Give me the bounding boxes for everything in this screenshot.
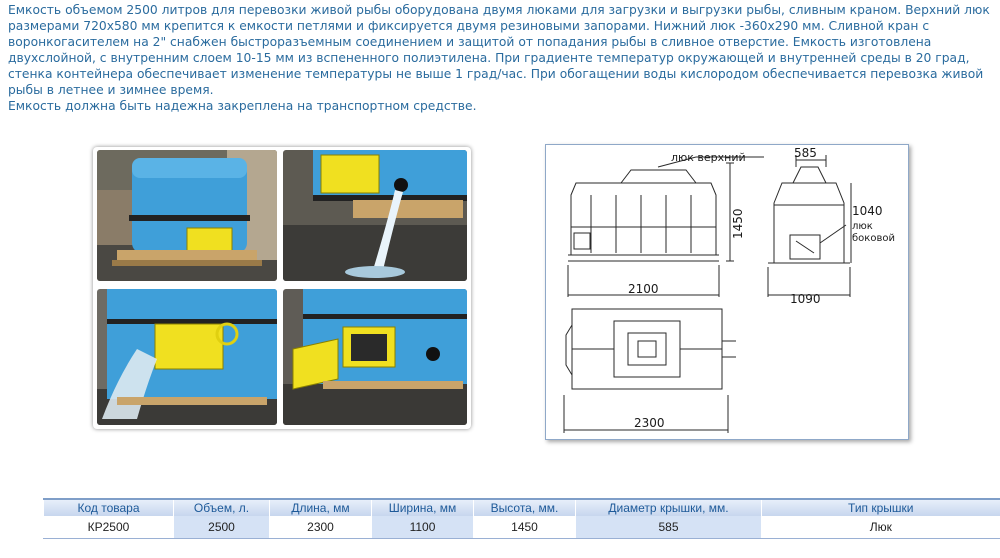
table-row <box>44 516 1000 539</box>
cell-length: 2300 <box>270 516 372 539</box>
cell-lid-diameter: 585 <box>576 516 762 539</box>
cell-code: КР2500 <box>44 516 174 539</box>
dim-width: 1090 <box>790 292 821 306</box>
dim-height: 1450 <box>731 208 745 239</box>
product-description <box>8 2 993 114</box>
header-lid-type: Тип крышки <box>762 499 1000 516</box>
photo-water-drain <box>283 150 467 281</box>
cell-volume: 2500 <box>174 516 270 539</box>
photo-collage <box>93 147 471 429</box>
header-lid-diameter: Диаметр крышки, мм. <box>576 499 762 516</box>
header-code: Код товара <box>44 499 174 516</box>
label-side-hatch-1: люк <box>852 221 873 232</box>
cell-height: 1450 <box>474 516 576 539</box>
dim-length-plan: 2300 <box>634 416 665 430</box>
photo-tank-on-pallet <box>97 150 277 281</box>
dim-side-height: 1040 <box>852 204 883 218</box>
description-paragraph-2: Емкость должна быть надежна закреплена на транспортном средстве. <box>8 99 477 113</box>
cell-lid-type: Люк <box>762 516 1000 539</box>
header-length: Длина, мм <box>270 499 372 516</box>
label-top-hatch: люк верхний <box>671 151 746 164</box>
dim-length-side: 2100 <box>628 282 659 296</box>
photo-hatch-splash <box>97 289 277 425</box>
label-side-hatch-2: боковой <box>852 233 895 244</box>
photo-open-hatch <box>283 289 467 425</box>
cell-width: 1100 <box>372 516 474 539</box>
header-volume: Объем, л. <box>174 499 270 516</box>
header-width: Ширина, мм <box>372 499 474 516</box>
spec-table <box>43 498 1000 539</box>
dim-lid: 585 <box>794 146 817 160</box>
description-paragraph-1: Емкость объемом 2500 литров для перевозки живой рыбы оборудована двумя люками для загрузки и выгрузки рыбы, сливным краном. Верхний люк размерами 720х580 мм крепится к емкости петлями и фиксируется двумя резиновыми запорами. Нижний люк -360х290 мм. Сливной кран с воронкогасителем на 2" снабжен быстроразъемным соединением и защитой от попадания рыбы в сливное отверстие. Емкость изготовлена двухслойной, с внутренним слоем 10-15 мм из вспененного полиэтилена. При градиенте температур окружающей и внутренней среды в 20 град, стенка контейнера обеспечивает изменение температуры не выше 1 град/час. При обогащении воды кислородом обеспечивается перевозка живой рыбы в летнее и зимнее время. <box>8 3 990 97</box>
table-header-row <box>44 499 1000 516</box>
technical-drawing <box>545 144 909 440</box>
header-height: Высота, мм. <box>474 499 576 516</box>
